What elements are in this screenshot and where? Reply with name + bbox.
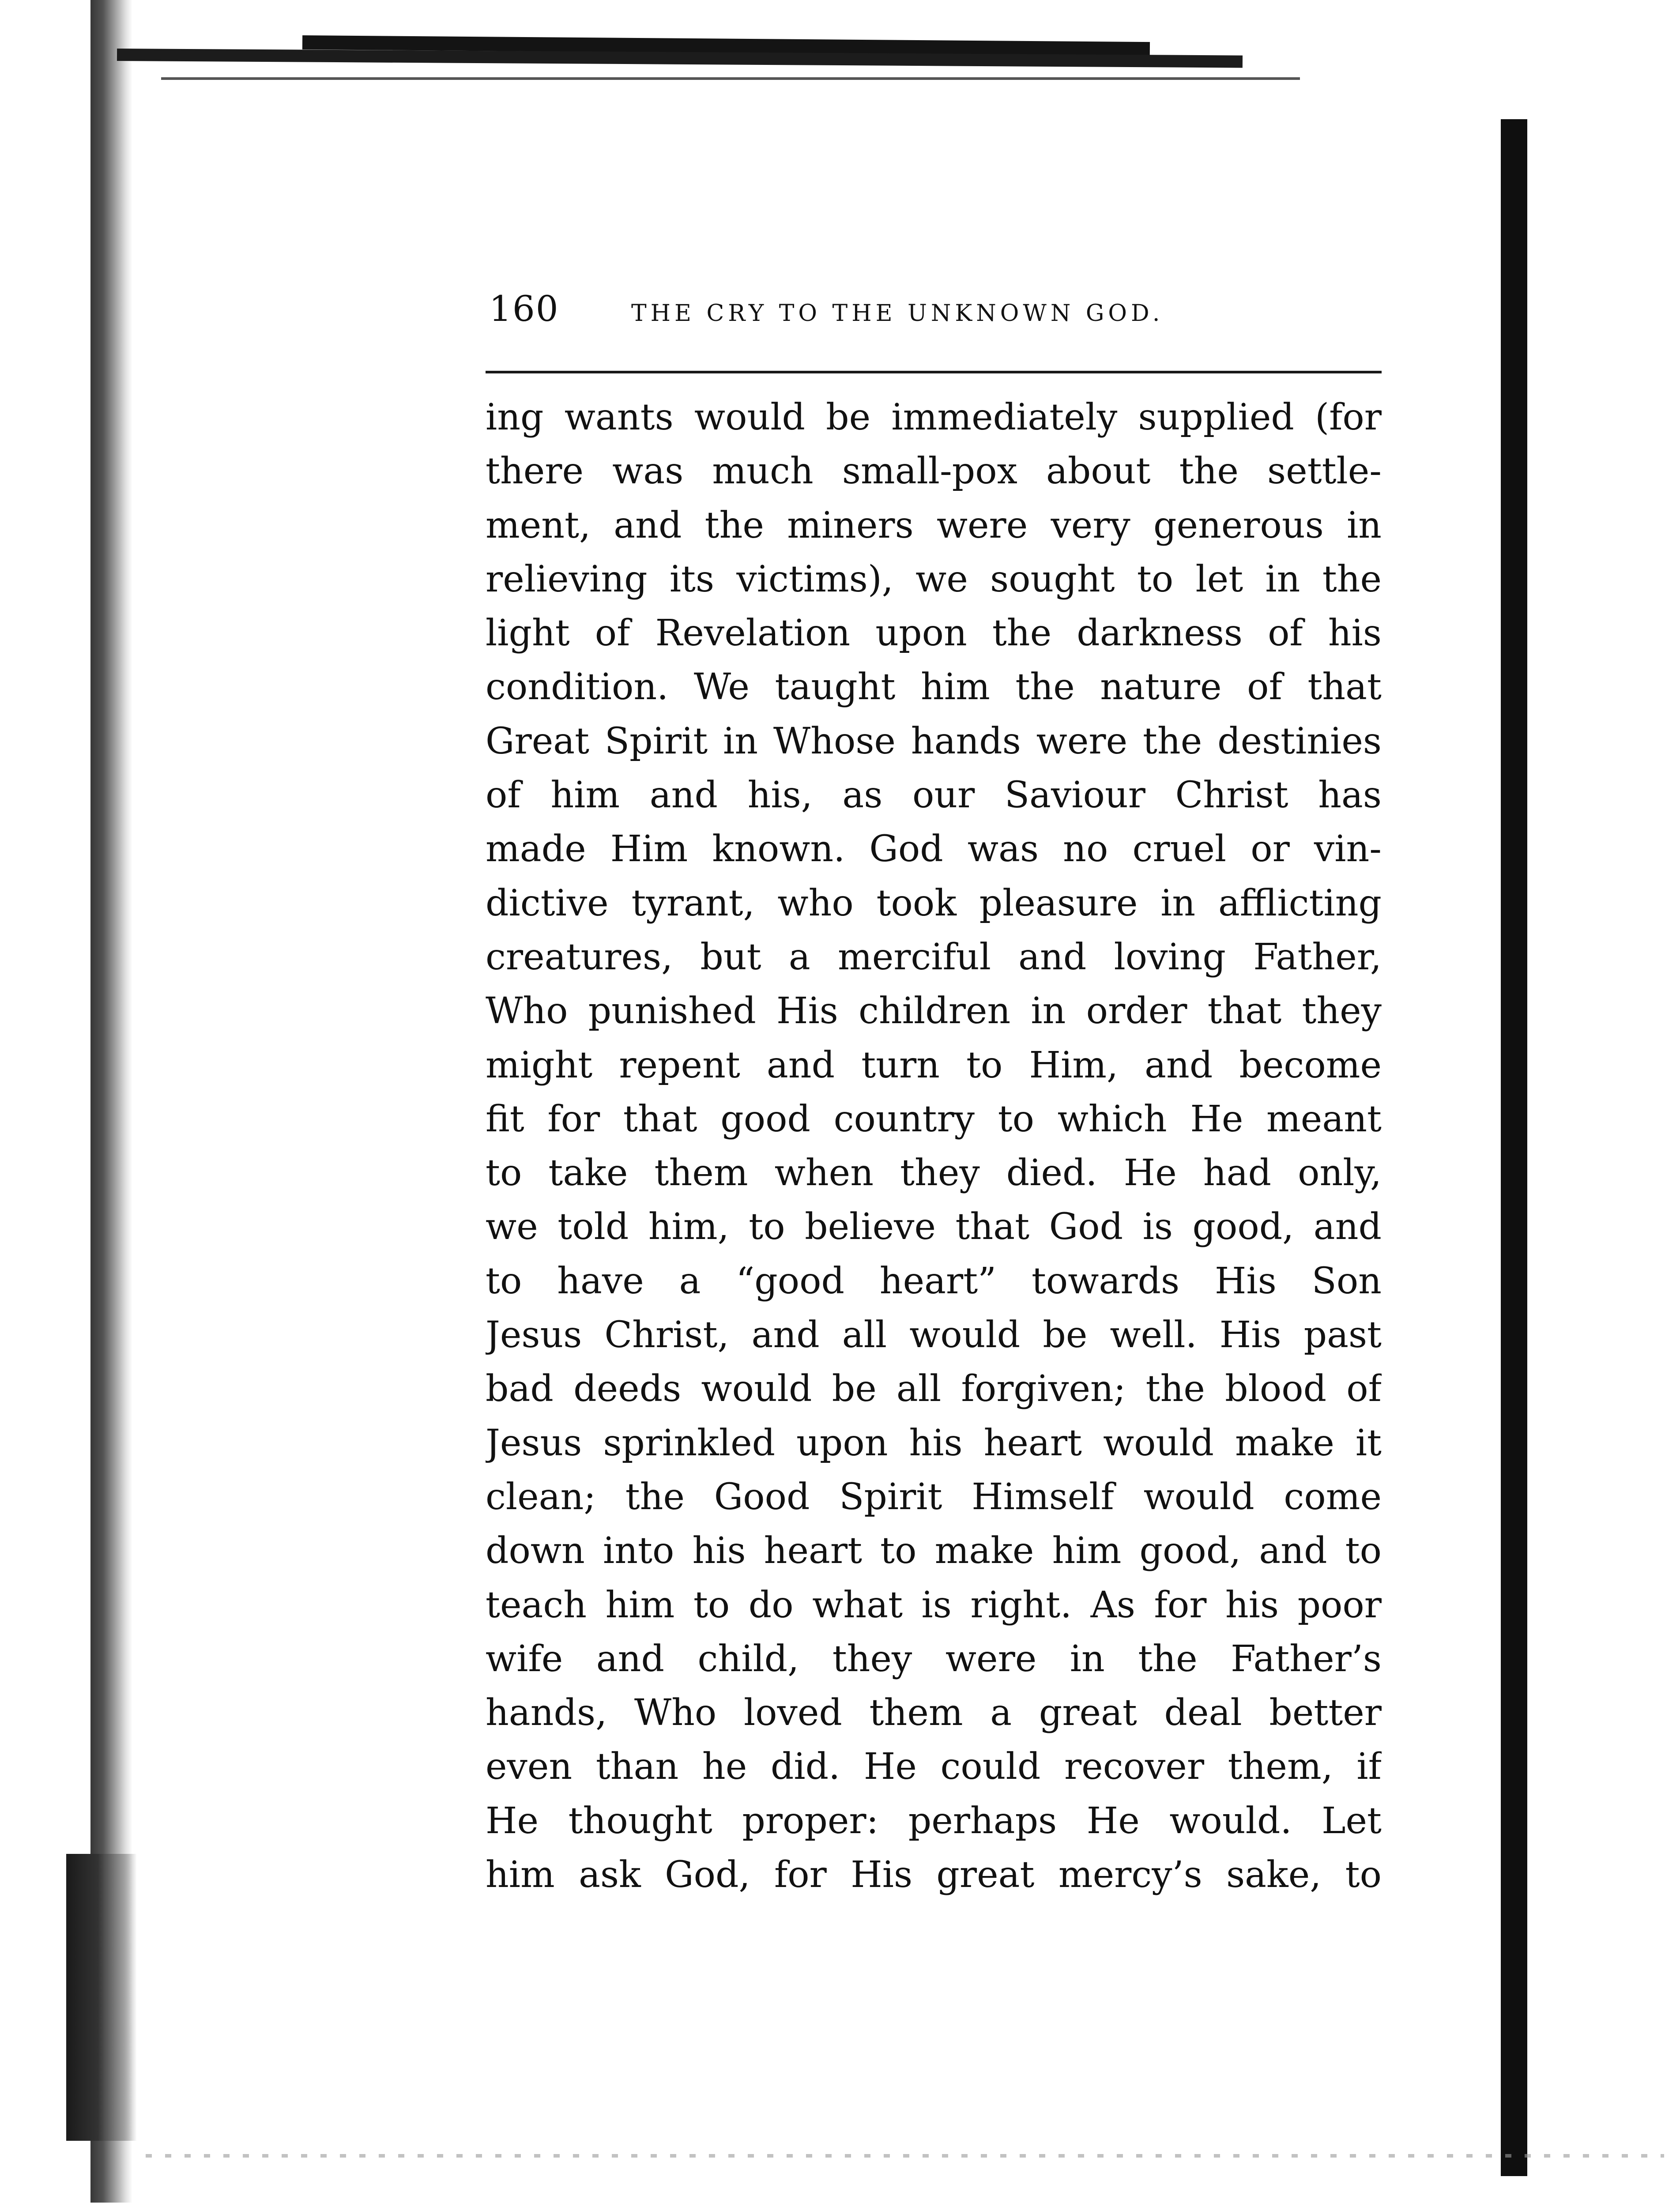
scan-edge-left-bottom (66, 1854, 137, 2141)
text-line: hands, Who loved them a great deal better (486, 1692, 1382, 1734)
body-text (486, 391, 1382, 1902)
text-line: down into his heart to make him good, and to (486, 1530, 1382, 1572)
scan-bottom-noise (146, 2154, 1664, 2158)
text-line: ing wants would be immediately supplied (for (486, 396, 1382, 438)
text-line: clean; the Good Spirit Himself would come (486, 1476, 1382, 1518)
text-line: He thought proper: perhaps He would. Let (486, 1800, 1382, 1842)
text-line: teach him to do what is right. As for his poor (486, 1584, 1382, 1626)
text-line: might repent and turn to Him, and become (486, 1044, 1382, 1086)
text-line: bad deeds would be all forgiven; the blood of (486, 1368, 1382, 1410)
text-line: relieving its victims), we sought to let in the (486, 558, 1382, 600)
text-line: him ask God, for His great mercy’s sake, to (486, 1854, 1382, 1896)
running-head-title: THE CRY TO THE UNKNOWN GOD. (631, 300, 1164, 327)
text-line: of him and his, as our Saviour Christ has (486, 774, 1382, 817)
text-line: dictive tyrant, who took pleasure in afflicting (486, 882, 1382, 924)
text-line: Jesus sprinkled upon his heart would make it (486, 1422, 1382, 1464)
text-line: we told him, to believe that God is good, and (486, 1206, 1382, 1248)
text-line: condition. We taught him the nature of that (486, 666, 1382, 708)
text-line: Who punished His children in order that they (486, 990, 1382, 1032)
text-line: Jesus Christ, and all would be well. His past (486, 1314, 1382, 1356)
text-line: light of Revelation upon the darkness of his (486, 612, 1382, 655)
text-line: to take them when they died. He had only, (486, 1152, 1382, 1194)
text-line: fit for that good country to which He meant (486, 1098, 1382, 1140)
text-line: creatures, but a merciful and loving Father, (486, 936, 1382, 978)
page-number: 160 (489, 288, 559, 329)
text-line: ment, and the miners were very generous in (486, 504, 1382, 546)
book-page (486, 288, 1382, 1896)
header-rule (486, 371, 1382, 373)
text-line: even than he did. He could recover them, if (486, 1746, 1382, 1788)
text-line: there was much small-pox about the settle- (486, 450, 1382, 493)
scan-edge-top-line (161, 77, 1300, 80)
text-line: to have a “good heart” towards His Son (486, 1260, 1382, 1302)
running-head (486, 288, 1382, 340)
text-line: wife and child, they were in the Father’s (486, 1638, 1382, 1680)
text-line: made Him known. God was no cruel or vin- (486, 828, 1382, 870)
scan-edge-top (90, 31, 1150, 79)
text-line: Great Spirit in Whose hands were the destinies (486, 720, 1382, 762)
scan-edge-right (1501, 119, 1527, 2176)
